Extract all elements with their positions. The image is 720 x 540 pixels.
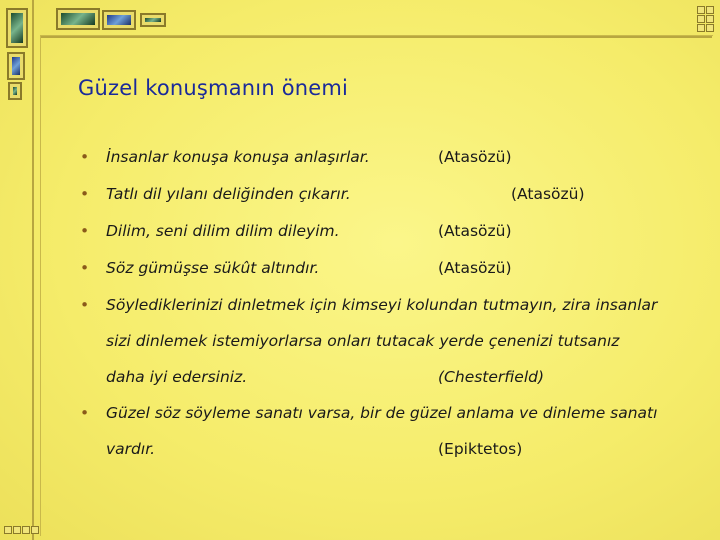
top-ornament-3 (140, 13, 166, 27)
bullet-list (80, 148, 700, 476)
quote-line: sizi dinlemek istemiyorlarsa onları tutacak yerde çenenizi tutsanız (106, 332, 620, 350)
quote-line-with-source (106, 440, 700, 476)
left-ornament-1 (6, 8, 28, 48)
bullet-icon: • (80, 259, 90, 277)
proverb-source: (Atasözü) (438, 148, 512, 166)
list-item (80, 296, 700, 404)
left-ornament-2 (7, 52, 25, 80)
quote-text: vardır. (106, 440, 156, 458)
bullet-icon: • (80, 404, 90, 422)
top-ornament-1 (56, 8, 100, 30)
top-right-corner-ornament (697, 6, 714, 32)
list-item (80, 185, 700, 222)
list-item (80, 148, 700, 185)
left-ornament-3 (8, 82, 22, 100)
quote-text: daha iyi edersiniz. (106, 368, 248, 386)
proverb-source: (Atasözü) (438, 259, 512, 277)
bullet-icon: • (80, 222, 90, 240)
quote-line: Güzel söz söyleme sanatı varsa, bir de güzel anlama ve dinleme sanatı (106, 404, 658, 422)
bullet-icon: • (80, 148, 90, 166)
quote-source: (Chesterfield) (438, 368, 545, 386)
proverb-text: İnsanlar konuşa konuşa anlaşırlar. (106, 148, 370, 166)
proverb-source: (Atasözü) (511, 185, 585, 203)
proverb-text: Dilim, seni dilim dilim dileyim. (106, 222, 340, 240)
list-item (80, 259, 700, 296)
slide-title: Güzel konuşmanın önemi (78, 76, 349, 100)
bullet-icon: • (80, 296, 90, 314)
quote-source: (Epiktetos) (438, 440, 523, 458)
quote-line-with-source (106, 368, 700, 404)
proverb-text: Tatlı dil yılanı deliğinden çıkarır. (106, 185, 351, 203)
quote-line: Söylediklerinizi dinletmek için kimseyi kolundan tutmayın, zira insanlar (106, 296, 658, 314)
proverb-text: Söz gümüşse sükût altındır. (106, 259, 320, 277)
bottom-left-corner-ornament (4, 526, 39, 534)
list-item (80, 222, 700, 259)
top-ornament-2 (102, 10, 136, 30)
list-item (80, 404, 700, 476)
bullet-icon: • (80, 185, 90, 203)
proverb-source: (Atasözü) (438, 222, 512, 240)
left-decorative-band (0, 0, 34, 540)
